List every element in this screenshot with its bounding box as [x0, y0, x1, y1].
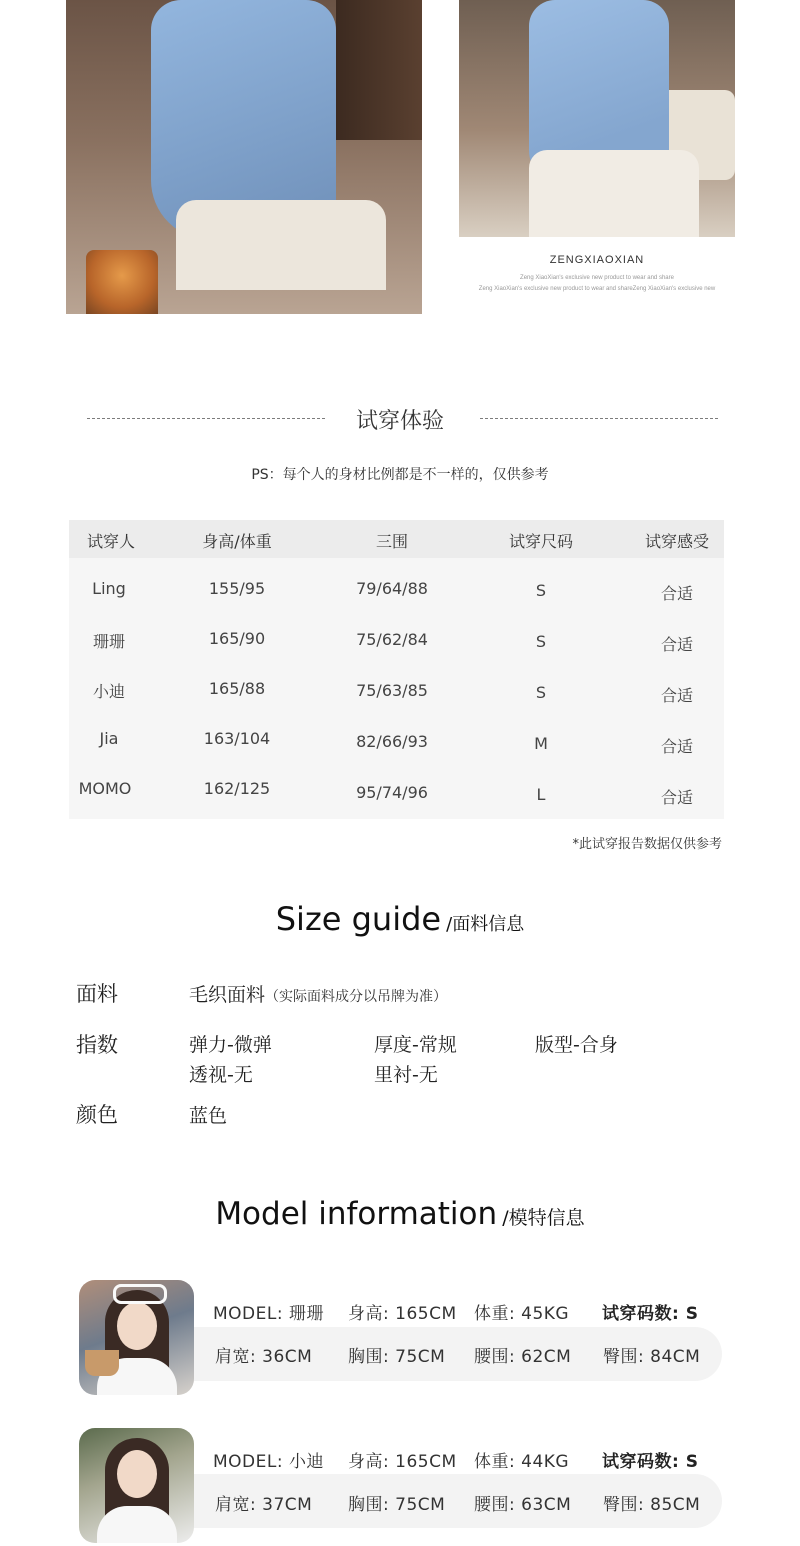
table-cell: 75/63/85 — [356, 681, 428, 700]
color-value: 蓝色 — [189, 1105, 228, 1127]
table-cell: Ling — [92, 579, 126, 598]
fabric-value-row — [189, 980, 447, 1007]
face-shape — [117, 1302, 157, 1350]
fabric-label: 面料 — [76, 982, 118, 1006]
model-waist: 腰围: 62CM — [474, 1347, 572, 1367]
brand-subtitle: Zeng XiaoXian's exclusive new product to wear and share — [520, 275, 674, 281]
table-cell: 合适 — [660, 686, 693, 705]
table-cell: 79/64/88 — [356, 579, 428, 598]
table-cell: 合适 — [660, 737, 693, 756]
color-label: 颜色 — [76, 1103, 118, 1127]
index-transparency: 透视-无 — [189, 1064, 253, 1086]
model-name: MODEL: 小迪 — [213, 1452, 324, 1472]
size-guide-title-en: Size guide — [275, 900, 442, 938]
product-photo-left — [66, 0, 422, 314]
model-shoulder: 肩宽: 37CM — [215, 1495, 313, 1515]
cup-icon — [85, 1350, 119, 1376]
fabric-note: （实际面料成分以吊牌为准） — [265, 989, 448, 1005]
model-info-title — [0, 1196, 800, 1232]
chair-shape — [336, 0, 422, 140]
table-cell: 合适 — [660, 788, 693, 807]
model-shoulder: 肩宽: 36CM — [215, 1347, 313, 1367]
tryon-table — [69, 520, 724, 819]
size-guide-title-cn: /面料信息 — [446, 914, 525, 935]
table-cell: S — [535, 632, 547, 651]
index-lining: 里衬-无 — [374, 1064, 438, 1086]
table-cell: 163/104 — [203, 729, 271, 748]
model-size: 试穿码数: S — [602, 1452, 699, 1472]
divider-right — [480, 418, 718, 419]
index-elasticity: 弹力-微弹 — [189, 1034, 272, 1056]
header-cell: 试穿感受 — [644, 532, 709, 551]
white-pants-shape — [176, 200, 386, 290]
table-cell: 162/125 — [203, 779, 271, 798]
table-header — [69, 520, 724, 558]
table-cell: 合适 — [660, 584, 693, 603]
table-cell: MOMO — [78, 779, 132, 798]
model-info-title-cn: /模特信息 — [502, 1207, 585, 1229]
table-cell: 165/88 — [208, 679, 266, 698]
model-waist: 腰围: 63CM — [474, 1495, 572, 1515]
model-info-title-en: Model information — [215, 1196, 498, 1232]
table-cell: 82/66/93 — [356, 732, 428, 751]
product-photo-right — [459, 0, 735, 237]
brand-subtitle: Zeng XiaoXian's exclusive new product to wear and shareZeng XiaoXian's exclusive new — [478, 286, 716, 292]
tryon-title: 试穿体验 — [355, 409, 444, 434]
size-guide-title — [0, 900, 800, 938]
brand-title: ZENGXIAOXIAN — [549, 254, 645, 266]
model-hip: 臀围: 84CM — [603, 1347, 701, 1367]
model-avatar — [79, 1280, 194, 1395]
model-chest: 胸围: 75CM — [348, 1495, 446, 1515]
model-size: 试穿码数: S — [602, 1304, 699, 1324]
table-cell: Jia — [99, 729, 119, 748]
header-cell: 试穿人 — [86, 532, 135, 551]
index-label: 指数 — [76, 1033, 118, 1057]
table-cell: L — [536, 785, 546, 804]
model-weight: 体重: 45KG — [474, 1304, 570, 1324]
divider-left — [87, 418, 325, 419]
header-cell: 身高/体重 — [202, 532, 272, 551]
table-cell: M — [534, 734, 548, 753]
model-name: MODEL: 珊珊 — [213, 1304, 324, 1324]
index-fit: 版型-合身 — [535, 1034, 618, 1056]
index-thickness: 厚度-常规 — [374, 1034, 457, 1056]
model-weight: 体重: 44KG — [474, 1452, 570, 1472]
tryon-ps-note: PS：每个人的身材比例都是不一样的，仅供参考 — [251, 467, 549, 483]
drink-glass-shape — [86, 250, 158, 314]
table-cell: S — [535, 581, 547, 600]
tryon-disclaimer: *此试穿报告数据仅供参考 — [572, 837, 722, 852]
header-cell: 试穿尺码 — [508, 532, 573, 551]
table-cell: 155/95 — [208, 579, 266, 598]
fabric-value: 毛织面料 — [189, 984, 266, 1006]
white-pants-shape — [529, 150, 699, 237]
body-shape — [97, 1506, 177, 1543]
table-cell: 小迪 — [92, 682, 125, 701]
model-hip: 臀围: 85CM — [603, 1495, 701, 1515]
table-cell: 75/62/84 — [356, 630, 428, 649]
model-height: 身高: 165CM — [348, 1304, 457, 1324]
model-height: 身高: 165CM — [348, 1452, 457, 1472]
table-cell: 165/90 — [208, 629, 266, 648]
model-chest: 胸围: 75CM — [348, 1347, 446, 1367]
table-cell: 珊珊 — [92, 632, 125, 651]
table-cell: S — [535, 683, 547, 702]
header-cell: 三围 — [375, 532, 408, 551]
table-cell: 95/74/96 — [356, 783, 428, 802]
face-shape — [117, 1450, 157, 1498]
table-cell: 合适 — [660, 635, 693, 654]
sunglasses-icon — [113, 1284, 167, 1304]
model-avatar — [79, 1428, 194, 1543]
